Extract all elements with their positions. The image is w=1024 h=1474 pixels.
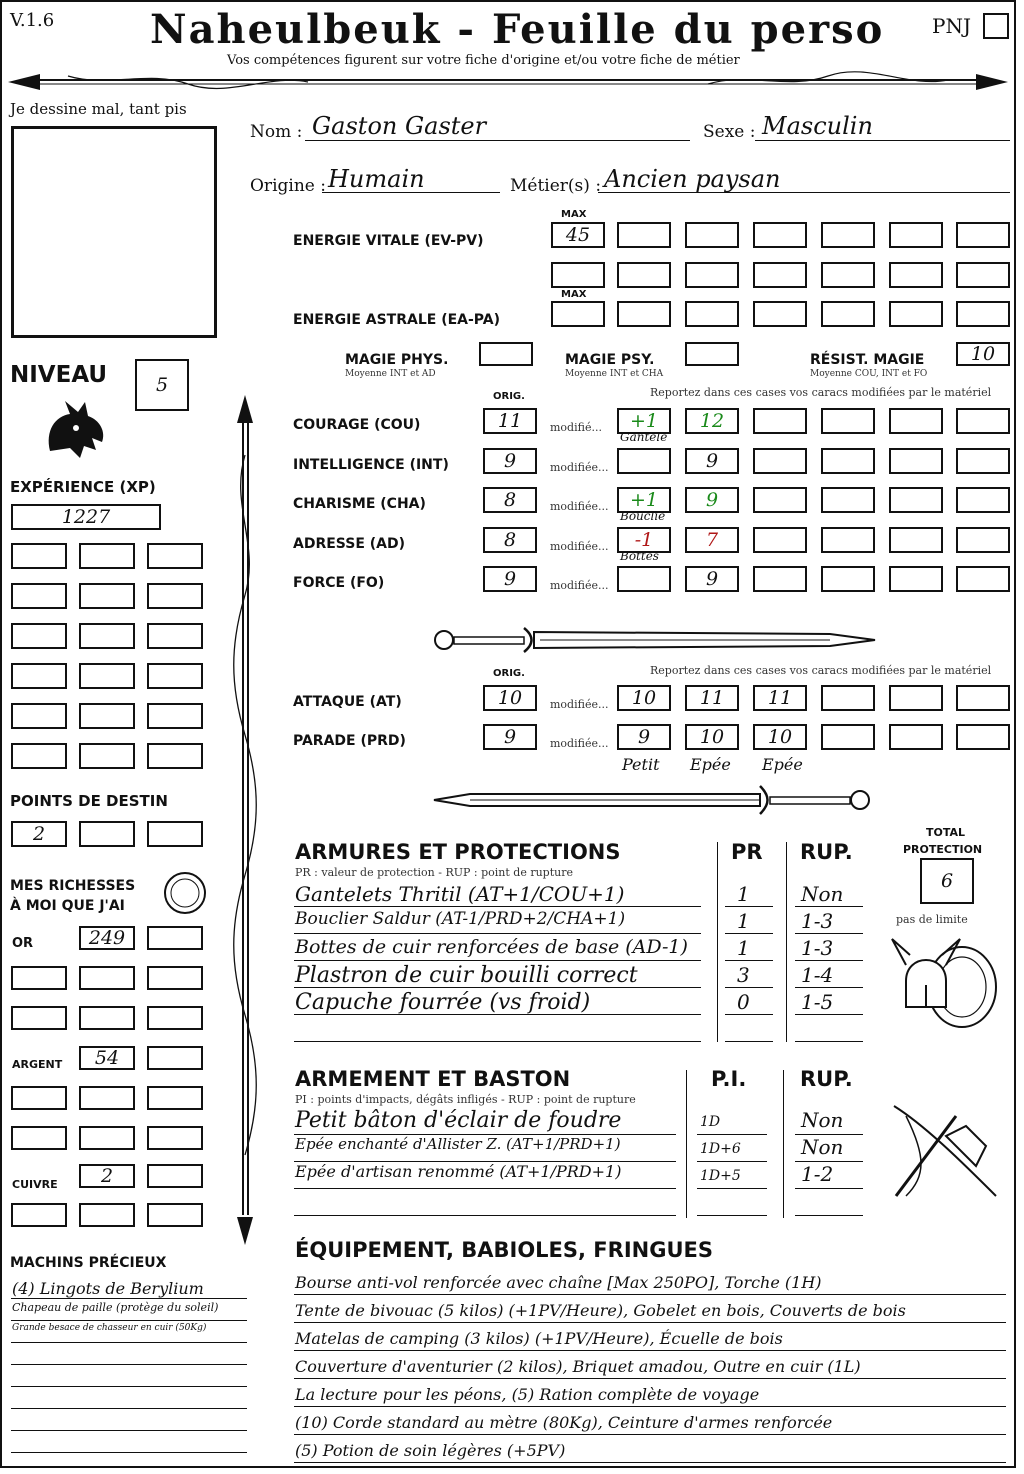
xp-box-extra[interactable] bbox=[11, 583, 67, 609]
xp-label: EXPÉRIENCE (XP) bbox=[10, 478, 156, 496]
ev-max-box[interactable]: 45 bbox=[551, 222, 605, 248]
money-box[interactable] bbox=[11, 1006, 67, 1030]
stat-label: ADRESSE (AD) bbox=[293, 536, 406, 552]
magie-psy-note: Moyenne INT et CHA bbox=[565, 369, 664, 379]
equipment-line bbox=[294, 1378, 1006, 1379]
armor-item-rup[interactable]: 1-5 bbox=[801, 990, 834, 1014]
combat-modifie-label: modifiée... bbox=[550, 698, 609, 711]
equipment-item[interactable]: Matelas de camping (3 kilos) (+1PV/Heure), Écuelle de bois bbox=[295, 1329, 783, 1348]
combat-caption-1: Petit bbox=[622, 755, 660, 774]
ea-box[interactable] bbox=[821, 301, 875, 327]
armor-item-rup[interactable]: 1-4 bbox=[801, 963, 834, 987]
armor-line bbox=[294, 933, 701, 934]
ev-box[interactable] bbox=[889, 222, 943, 248]
weapon-item-pi[interactable]: 1D+6 bbox=[700, 1141, 741, 1157]
ea-max-label: MAX bbox=[561, 289, 587, 300]
xp-box-extra[interactable] bbox=[147, 703, 203, 729]
version-label: V.1.6 bbox=[10, 10, 55, 31]
sexe-line bbox=[755, 140, 1010, 141]
combat-value-box[interactable] bbox=[821, 685, 875, 711]
stat-final-box[interactable]: 9 bbox=[685, 566, 739, 592]
weapon-item-rup[interactable]: Non bbox=[801, 1135, 844, 1159]
money-box[interactable] bbox=[147, 1006, 203, 1030]
xp-box-extra[interactable] bbox=[11, 743, 67, 769]
weapon-pi-line bbox=[697, 1134, 767, 1135]
armor-pr-line bbox=[725, 960, 773, 961]
destin-box-3[interactable] bbox=[147, 821, 203, 847]
weapons-col-rup: RUP. bbox=[800, 1067, 853, 1091]
stat-extra-box[interactable] bbox=[889, 527, 943, 553]
precious-line bbox=[11, 1342, 247, 1343]
stat-extra-box[interactable] bbox=[956, 408, 1010, 434]
stats-report-note: Reportez dans ces cases vos caracs modifiées par le matériel bbox=[650, 386, 992, 399]
stat-mod-box[interactable]: +1 bbox=[617, 408, 671, 434]
money-box[interactable] bbox=[79, 1126, 135, 1150]
combat-value-box[interactable] bbox=[956, 685, 1010, 711]
combat-orig-box[interactable]: 10 bbox=[483, 685, 537, 711]
armor-pr-line bbox=[725, 1014, 773, 1015]
stat-extra-box[interactable] bbox=[821, 566, 875, 592]
precious-line bbox=[11, 1430, 247, 1431]
combat-value-box[interactable] bbox=[889, 724, 943, 750]
money-box[interactable] bbox=[79, 1086, 135, 1110]
combat-value-box[interactable]: 11 bbox=[753, 685, 807, 711]
stat-extra-box[interactable] bbox=[889, 487, 943, 513]
stat-label: INTELLIGENCE (INT) bbox=[293, 457, 449, 473]
combat-value-box[interactable]: 9 bbox=[617, 724, 671, 750]
armor-rup-line bbox=[795, 906, 863, 907]
no-limit-note: pas de limite bbox=[896, 913, 968, 926]
combat-orig-box[interactable]: 9 bbox=[483, 724, 537, 750]
weapons-icon bbox=[886, 1096, 1006, 1206]
armor-item-name[interactable]: Capuche fourrée (vs froid) bbox=[295, 990, 591, 1015]
armor-note: PR : valeur de protection - RUP : point de rupture bbox=[295, 866, 573, 879]
xp-box-extra[interactable] bbox=[79, 583, 135, 609]
weapon-rup-line bbox=[795, 1215, 863, 1216]
money-box[interactable] bbox=[147, 1126, 203, 1150]
combat-value-box[interactable]: 11 bbox=[685, 685, 739, 711]
metier-value[interactable]: Ancien paysan bbox=[604, 165, 781, 193]
weapon-item-rup[interactable]: 1-2 bbox=[801, 1162, 834, 1186]
money-box[interactable] bbox=[147, 1203, 203, 1227]
weapon-item-name[interactable]: Epée enchanté d'Allister Z. (AT+1/PRD+1) bbox=[295, 1135, 621, 1153]
or-label: OR bbox=[12, 936, 34, 951]
weapon-pi-line bbox=[697, 1215, 767, 1216]
armor-line bbox=[294, 960, 701, 961]
argent-label: ARGENT bbox=[12, 1058, 63, 1071]
combat-value-box[interactable] bbox=[889, 685, 943, 711]
armor-title: ARMURES ET PROTECTIONS bbox=[295, 840, 621, 864]
ev-label: ENERGIE VITALE (EV-PV) bbox=[293, 233, 484, 249]
ev-box[interactable] bbox=[685, 222, 739, 248]
ev-box[interactable] bbox=[956, 262, 1010, 288]
total-protection-box[interactable]: 6 bbox=[920, 858, 974, 904]
magie-phys-box[interactable] bbox=[479, 342, 533, 366]
precious-line bbox=[11, 1386, 247, 1387]
ea-box[interactable] bbox=[617, 301, 671, 327]
sexe-value[interactable]: Masculin bbox=[762, 112, 873, 140]
equipment-line bbox=[294, 1434, 1006, 1435]
stat-modifie-label: modifié... bbox=[550, 421, 602, 434]
weapon-rup-line bbox=[795, 1188, 863, 1189]
armor-item-rup[interactable]: 1-3 bbox=[801, 909, 834, 933]
staff-divider-icon bbox=[225, 395, 265, 1245]
combat-modifie-label: modifiée... bbox=[550, 737, 609, 750]
combat-caption-3: Epée bbox=[762, 755, 803, 774]
ev-box[interactable] bbox=[753, 222, 807, 248]
money-box[interactable] bbox=[147, 966, 203, 990]
origine-value[interactable]: Humain bbox=[328, 165, 425, 193]
xp-box-extra[interactable] bbox=[147, 743, 203, 769]
ev-max-label: MAX bbox=[561, 209, 587, 220]
stat-extra-box[interactable] bbox=[889, 448, 943, 474]
stat-mod-note: Bottes bbox=[620, 549, 659, 563]
armor-item-pr[interactable]: 1 bbox=[737, 882, 750, 906]
ea-box[interactable] bbox=[753, 301, 807, 327]
ea-box[interactable] bbox=[685, 301, 739, 327]
stat-label: CHARISME (CHA) bbox=[293, 496, 426, 512]
ev-box[interactable] bbox=[685, 262, 739, 288]
money-box[interactable] bbox=[147, 1046, 203, 1070]
equipment-item[interactable]: (10) Corde standard au mètre (80Kg), Ceinture d'armes renforcée bbox=[295, 1413, 833, 1432]
ev-box[interactable] bbox=[956, 222, 1010, 248]
precious-line bbox=[11, 1408, 247, 1409]
stat-modifie-label: modifiée... bbox=[550, 579, 609, 592]
stat-orig-box[interactable]: 8 bbox=[483, 527, 537, 553]
stat-mod-box[interactable] bbox=[617, 448, 671, 474]
money-box[interactable] bbox=[79, 1006, 135, 1030]
weapons-divider-2 bbox=[783, 1070, 784, 1218]
helmet-shield-icon bbox=[890, 925, 1000, 1035]
xp-box-extra[interactable] bbox=[11, 623, 67, 649]
ea-box[interactable] bbox=[956, 301, 1010, 327]
stat-extra-box[interactable] bbox=[753, 487, 807, 513]
richesses-label-2: À MOI QUE J'AI bbox=[10, 898, 125, 914]
metier-label: Métier(s) : bbox=[510, 176, 602, 196]
stat-extra-box[interactable] bbox=[753, 408, 807, 434]
equipment-item[interactable]: Tente de bivouac (5 kilos) (+1PV/Heure), Gobelet en bois, Couverts de bois bbox=[295, 1301, 906, 1320]
armor-rup-line bbox=[795, 1041, 863, 1042]
richesses-label-1: MES RICHESSES bbox=[10, 878, 136, 894]
nom-line bbox=[305, 140, 690, 141]
weapons-divider-1 bbox=[686, 1070, 687, 1218]
equipment-item[interactable]: Couverture d'aventurier (2 kilos), Briquet amadou, Outre en cuir (1L) bbox=[295, 1357, 861, 1376]
precious-item[interactable]: Chapeau de paille (protège du soleil) bbox=[12, 1301, 219, 1314]
equipment-title: ÉQUIPEMENT, BABIOLES, FRINGUES bbox=[295, 1238, 713, 1262]
coin-icon bbox=[162, 870, 208, 916]
equipment-line bbox=[294, 1406, 1006, 1407]
armor-item-pr[interactable]: 0 bbox=[737, 990, 750, 1014]
sword-icon bbox=[430, 622, 880, 658]
money-box[interactable] bbox=[147, 1164, 203, 1188]
armor-line bbox=[294, 1041, 701, 1042]
magie-psy-label: MAGIE PSY. bbox=[565, 352, 655, 368]
money-box[interactable] bbox=[79, 966, 135, 990]
stat-final-box[interactable]: 12 bbox=[685, 408, 739, 434]
money-box[interactable] bbox=[11, 1203, 67, 1227]
stat-orig-box[interactable]: 8 bbox=[483, 487, 537, 513]
armor-item-name[interactable]: Bottes de cuir renforcées de base (AD-1) bbox=[295, 936, 688, 958]
nom-value[interactable]: Gaston Gaster bbox=[312, 112, 487, 140]
stat-final-box[interactable]: 9 bbox=[685, 487, 739, 513]
money-value-box[interactable]: 2 bbox=[79, 1164, 135, 1188]
sheet-subtitle: Vos compétences figurent sur votre fiche d'origine et/ou votre fiche de métier bbox=[227, 53, 740, 68]
pnj-checkbox[interactable] bbox=[983, 13, 1009, 39]
stat-extra-box[interactable] bbox=[956, 448, 1010, 474]
combat-value-box[interactable] bbox=[956, 724, 1010, 750]
precious-line bbox=[11, 1298, 247, 1299]
armor-divider-2 bbox=[786, 842, 787, 1042]
money-box[interactable] bbox=[79, 1203, 135, 1227]
combat-value-box[interactable] bbox=[821, 724, 875, 750]
stat-label: COURAGE (COU) bbox=[293, 417, 421, 433]
combat-caption-2: Epée bbox=[690, 755, 731, 774]
weapon-item-name[interactable]: Petit bâton d'éclair de foudre bbox=[295, 1108, 622, 1133]
armor-pr-line bbox=[725, 987, 773, 988]
combat-label: PARADE (PRD) bbox=[293, 733, 406, 749]
stat-extra-box[interactable] bbox=[889, 566, 943, 592]
stat-orig-box[interactable]: 9 bbox=[483, 448, 537, 474]
xp-box-extra[interactable] bbox=[79, 663, 135, 689]
weapon-item-rup[interactable]: Non bbox=[801, 1108, 844, 1132]
combat-value-box[interactable]: 10 bbox=[617, 685, 671, 711]
ea-box[interactable] bbox=[889, 301, 943, 327]
stat-mod-box[interactable]: -1 bbox=[617, 527, 671, 553]
long-sword-icon bbox=[430, 782, 880, 818]
money-value-box[interactable]: 249 bbox=[79, 926, 135, 950]
dragon-head-icon bbox=[40, 396, 110, 466]
money-box[interactable] bbox=[147, 1086, 203, 1110]
stat-extra-box[interactable] bbox=[821, 448, 875, 474]
xp-box-extra[interactable] bbox=[79, 623, 135, 649]
weapon-item-pi[interactable]: 1D bbox=[700, 1114, 721, 1130]
armor-rup-line bbox=[795, 933, 863, 934]
armor-rup-line bbox=[795, 960, 863, 961]
stat-mod-note: Bouclie bbox=[620, 509, 666, 523]
money-box[interactable] bbox=[11, 1086, 67, 1110]
armor-item-rup[interactable]: Non bbox=[801, 882, 844, 906]
xp-box-extra[interactable] bbox=[11, 663, 67, 689]
destin-box[interactable]: 2 bbox=[11, 821, 67, 847]
armor-item-pr[interactable]: 1 bbox=[737, 936, 750, 960]
stat-modifie-label: modifiée... bbox=[550, 500, 609, 513]
stat-extra-box[interactable] bbox=[753, 566, 807, 592]
equipment-line bbox=[294, 1462, 1006, 1463]
xp-box-extra[interactable] bbox=[147, 543, 203, 569]
armor-item-pr[interactable]: 1 bbox=[737, 909, 750, 933]
combat-label: ATTAQUE (AT) bbox=[293, 694, 402, 710]
stat-extra-box[interactable] bbox=[821, 487, 875, 513]
ev-box[interactable] bbox=[617, 262, 671, 288]
equipment-line bbox=[294, 1350, 1006, 1351]
destin-label: POINTS DE DESTIN bbox=[10, 792, 168, 810]
armor-divider-1 bbox=[717, 842, 718, 1042]
combat-value-box[interactable]: 10 bbox=[753, 724, 807, 750]
ev-box[interactable] bbox=[753, 262, 807, 288]
ev-box[interactable] bbox=[821, 262, 875, 288]
equipment-item[interactable]: Bourse anti-vol renforcée avec chaîne [Max 250PO], Torche (1H) bbox=[295, 1273, 822, 1292]
armor-item-rup[interactable]: 1-3 bbox=[801, 936, 834, 960]
stat-extra-box[interactable] bbox=[956, 527, 1010, 553]
precious-item[interactable]: Grande besace de chasseur en cuir (50Kg) bbox=[12, 1323, 207, 1333]
portrait-box[interactable] bbox=[11, 126, 217, 338]
armor-rup-line bbox=[795, 987, 863, 988]
ea-max-box[interactable] bbox=[551, 301, 605, 327]
niveau-label: NIVEAU bbox=[10, 362, 108, 388]
destin-box-2[interactable] bbox=[79, 821, 135, 847]
stat-final-box[interactable]: 9 bbox=[685, 448, 739, 474]
xp-box-extra[interactable] bbox=[11, 703, 67, 729]
stat-modifie-label: modifiée... bbox=[550, 461, 609, 474]
sexe-label: Sexe : bbox=[703, 122, 756, 142]
equipment-line bbox=[294, 1322, 1006, 1323]
stat-mod-box[interactable]: +1 bbox=[617, 487, 671, 513]
weapons-title: ARMEMENT ET BASTON bbox=[295, 1067, 571, 1091]
stat-extra-box[interactable] bbox=[821, 527, 875, 553]
magie-psy-box[interactable] bbox=[685, 342, 739, 366]
money-value-box[interactable]: 54 bbox=[79, 1046, 135, 1070]
equipment-item[interactable]: (5) Potion de soin légères (+5PV) bbox=[295, 1441, 566, 1460]
weapon-line bbox=[294, 1188, 676, 1189]
combat-orig-label: ORIG. bbox=[493, 668, 525, 679]
stat-final-box[interactable]: 7 bbox=[685, 527, 739, 553]
ev-box[interactable] bbox=[617, 222, 671, 248]
stats-orig-label: ORIG. bbox=[493, 391, 525, 402]
ea-label: ENERGIE ASTRALE (EA-PA) bbox=[293, 312, 501, 328]
nom-label: Nom : bbox=[250, 122, 303, 142]
precious-label: MACHINS PRÉCIEUX bbox=[10, 1255, 167, 1271]
portrait-caption: Je dessine mal, tant pis bbox=[10, 100, 187, 118]
sheet-title: Naheulbeuk - Feuille du perso bbox=[150, 6, 885, 53]
armor-item-pr[interactable]: 3 bbox=[737, 963, 750, 987]
armor-rup-line bbox=[795, 1014, 863, 1015]
stat-extra-box[interactable] bbox=[821, 408, 875, 434]
xp-box-extra[interactable] bbox=[79, 703, 135, 729]
stat-extra-box[interactable] bbox=[753, 527, 807, 553]
stat-orig-box[interactable]: 9 bbox=[483, 566, 537, 592]
money-box[interactable] bbox=[147, 926, 203, 950]
money-box[interactable] bbox=[11, 1126, 67, 1150]
stat-mod-note: Gantele bbox=[620, 430, 668, 444]
armor-pr-line bbox=[725, 1041, 773, 1042]
armor-col-rup: RUP. bbox=[800, 840, 853, 864]
armor-item-name[interactable]: Bouclier Saldur (AT-1/PRD+2/CHA+1) bbox=[295, 909, 626, 929]
weapon-item-pi[interactable]: 1D+5 bbox=[700, 1168, 741, 1184]
ev-box[interactable] bbox=[821, 222, 875, 248]
total-label-2: PROTECTION bbox=[903, 843, 983, 856]
stat-extra-box[interactable] bbox=[753, 448, 807, 474]
stat-extra-box[interactable] bbox=[889, 408, 943, 434]
weapon-item-name[interactable]: Epée d'artisan renommé (AT+1/PRD+1) bbox=[295, 1162, 622, 1181]
money-box[interactable] bbox=[11, 966, 67, 990]
resist-magie-label: RÉSIST. MAGIE bbox=[810, 352, 925, 368]
resist-magie-box[interactable]: 10 bbox=[956, 342, 1010, 366]
armor-col-pr: PR bbox=[731, 840, 763, 864]
precious-item[interactable]: (4) Lingots de Berylium bbox=[12, 1279, 204, 1298]
weapons-note: PI : points d'impacts, dégâts infligés - RUP : point de rupture bbox=[295, 1093, 636, 1106]
weapon-line bbox=[294, 1215, 676, 1216]
origine-label: Origine : bbox=[250, 176, 326, 196]
xp-box[interactable]: 1227 bbox=[11, 504, 161, 530]
precious-line bbox=[11, 1364, 247, 1365]
stat-orig-box[interactable]: 11 bbox=[483, 408, 537, 434]
armor-item-name[interactable]: Gantelets Thritil (AT+1/COU+1) bbox=[295, 882, 625, 906]
weapons-col-pi: P.I. bbox=[711, 1067, 747, 1091]
ev-box[interactable] bbox=[551, 262, 605, 288]
pnj-label: PNJ bbox=[932, 14, 971, 38]
xp-box-extra[interactable] bbox=[147, 583, 203, 609]
equipment-item[interactable]: La lecture pour les péons, (5) Ration complète de voyage bbox=[295, 1385, 760, 1404]
precious-line bbox=[11, 1320, 247, 1321]
stat-label: FORCE (FO) bbox=[293, 575, 385, 591]
stat-extra-box[interactable] bbox=[956, 487, 1010, 513]
magie-phys-label: MAGIE PHYS. bbox=[345, 352, 449, 368]
armor-line bbox=[294, 906, 701, 907]
spear-divider-icon bbox=[8, 66, 1008, 96]
equipment-line bbox=[294, 1294, 1006, 1295]
resist-magie-note: Moyenne COU, INT et FO bbox=[810, 369, 928, 379]
stat-mod-box[interactable] bbox=[617, 566, 671, 592]
xp-box-extra[interactable] bbox=[11, 543, 67, 569]
xp-box-extra[interactable] bbox=[147, 663, 203, 689]
combat-report-note: Reportez dans ces cases vos caracs modifiées par le matériel bbox=[650, 664, 992, 677]
stat-modifie-label: modifiée... bbox=[550, 540, 609, 553]
niveau-box[interactable]: 5 bbox=[135, 359, 189, 411]
xp-box-extra[interactable] bbox=[79, 743, 135, 769]
precious-line bbox=[11, 1452, 247, 1453]
armor-pr-line bbox=[725, 933, 773, 934]
weapon-pi-line bbox=[697, 1161, 767, 1162]
xp-box-extra[interactable] bbox=[79, 543, 135, 569]
armor-item-name[interactable]: Plastron de cuir bouilli correct bbox=[295, 963, 638, 988]
cuivre-label: CUIVRE bbox=[12, 1178, 58, 1191]
magie-phys-note: Moyenne INT et AD bbox=[345, 369, 436, 379]
armor-pr-line bbox=[725, 906, 773, 907]
ev-box[interactable] bbox=[889, 262, 943, 288]
weapon-pi-line bbox=[697, 1188, 767, 1189]
combat-value-box[interactable]: 10 bbox=[685, 724, 739, 750]
total-label-1: TOTAL bbox=[926, 826, 966, 839]
stat-extra-box[interactable] bbox=[956, 566, 1010, 592]
xp-box-extra[interactable] bbox=[147, 623, 203, 649]
